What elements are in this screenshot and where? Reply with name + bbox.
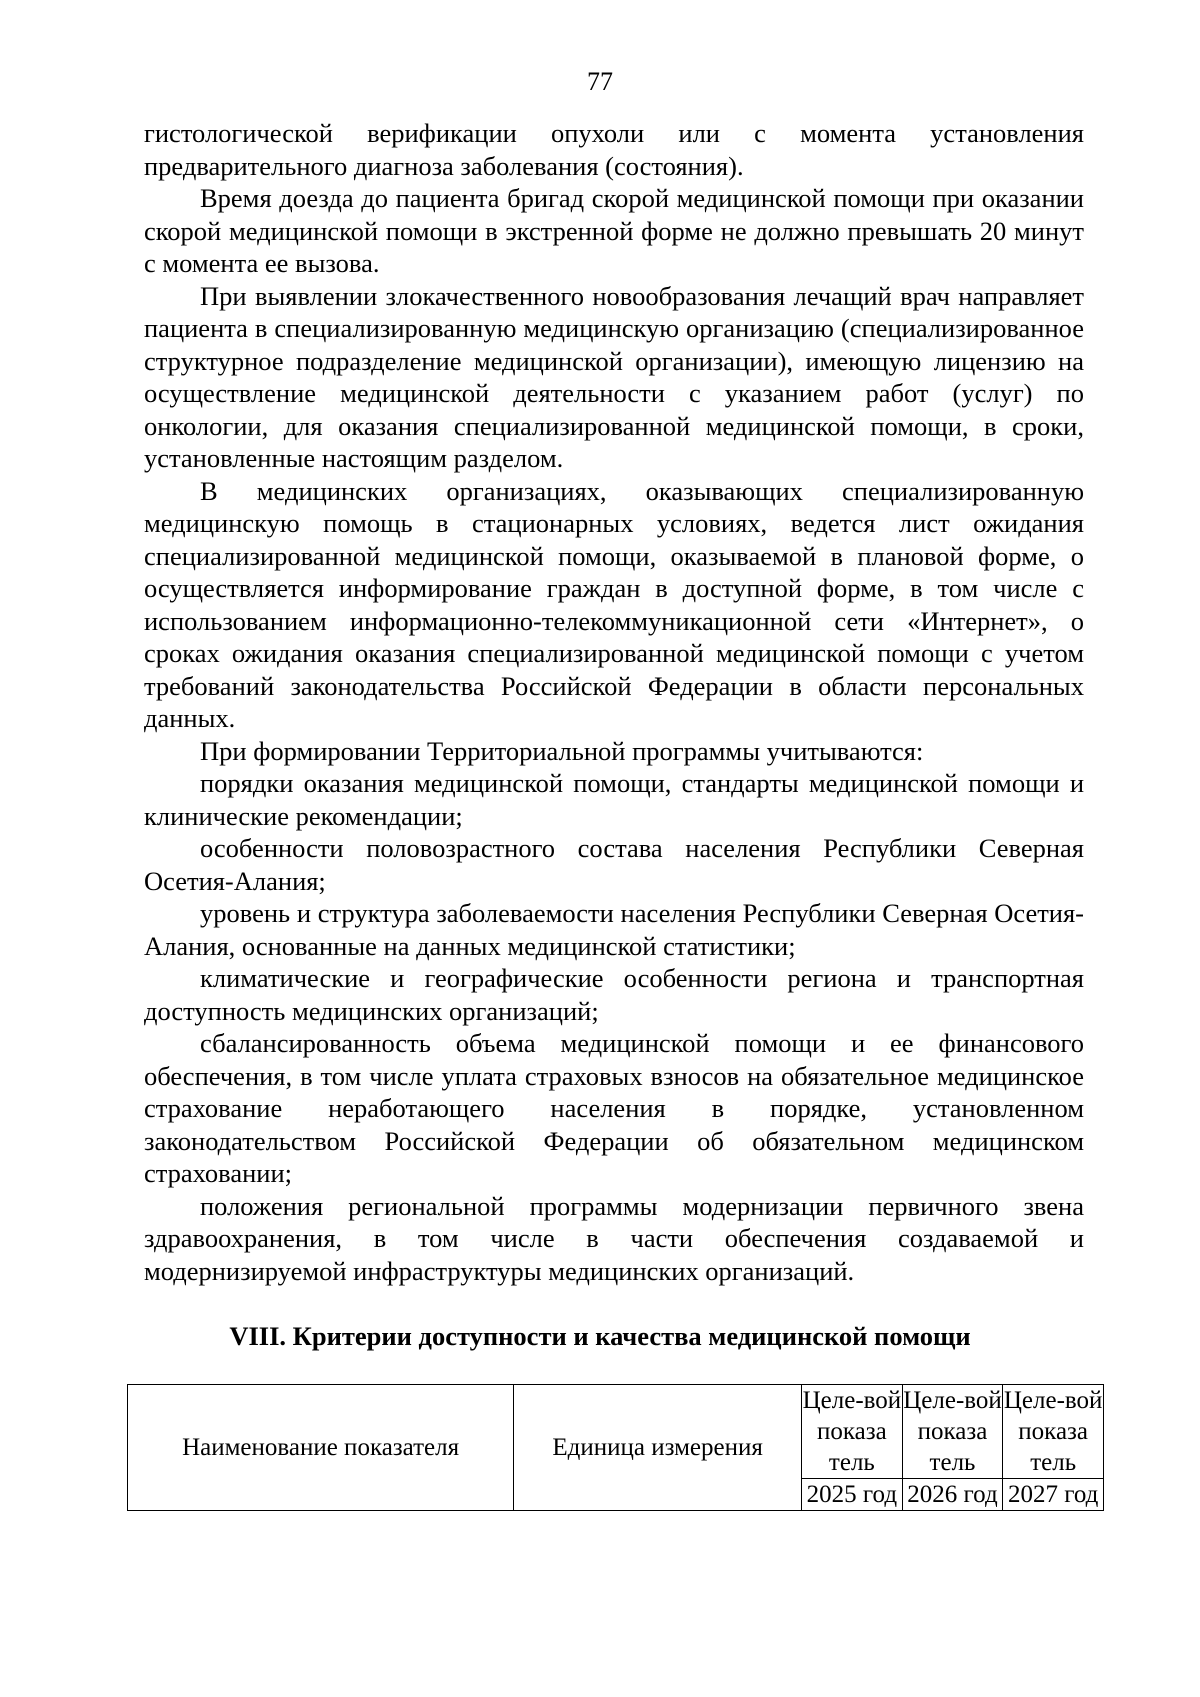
header-target-2025-label: Целе-вой показа тель <box>802 1385 903 1479</box>
list-paragraph: положения региональной программы модернизации первичного звена здравоохранения, в том числе в части обеспечения создаваемой и модернизируемой инфраструктуры медицинских организаций. <box>144 1190 1084 1286</box>
criteria-table <box>127 1384 1104 1511</box>
header-indicator-name: Наименование показателя <box>128 1385 514 1511</box>
list-paragraph: сбалансированность объема медицинской помощи и ее финансового обеспечения, в том числе уплата страховых взносов на обязательное медицинское страхование неработающего населения в порядке, установленном законодательством Российской Федерации об обязательном медицинском страховании; <box>144 1028 1084 1188</box>
paragraph: гистологической верификации опухоли или с момента установления предварительного диагноза заболевания (состояния). <box>144 118 1084 181</box>
paragraph: Время доезда до пациента бригад скорой медицинской помощи при оказании скорой медицинской помощи в экстренной форме не должно превышать 20 минут с момента ее вызова. <box>144 183 1084 278</box>
body-text <box>144 117 1084 1287</box>
section-title: VIII. Критерии доступности и качества медицинской помощи <box>229 1321 971 1351</box>
list-paragraph: особенности половозрастного состава населения Республики Северная Осетия-Алания; <box>144 833 1084 896</box>
header-unit: Единица измерения <box>514 1385 802 1511</box>
list-paragraph: порядки оказания медицинской помощи, стандарты медицинской помощи и клинические рекомендации; <box>144 768 1084 831</box>
header-target-2027-year: 2027 год <box>1003 1479 1104 1511</box>
paragraph: В медицинских организациях, оказывающих специализированную медицинскую помощь в стационарных условиях, ведется лист ожидания специализированной медицинской помощи, оказываемой в плановой форме, о осуществляется информирование граждан в доступной форме, в том числе с использованием информационно-телекоммуникационной сети «Интернет», о сроках ожидания оказания специализированной медицинской помощи с учетом требований законодательства Российской Федерации в области персональных данных. <box>144 475 1084 733</box>
header-target-2027-label: Целе-вой показа тель <box>1003 1385 1104 1479</box>
paragraph: При формировании Территориальной программы учитываются: <box>200 735 924 766</box>
header-target-2026-year: 2026 год <box>902 1479 1003 1511</box>
header-target-2025-year: 2025 год <box>802 1479 903 1511</box>
list-paragraph: климатические и географические особенности региона и транспортная доступность медицинских организаций; <box>144 963 1084 1026</box>
list-paragraph: уровень и структура заболеваемости населения Республики Северная Осетия-Алания, основанные на данных медицинской статистики; <box>144 898 1084 961</box>
header-target-2026-label: Целе-вой показа тель <box>902 1385 1003 1479</box>
table-header-row <box>128 1385 1104 1479</box>
page-number: 77 <box>587 67 613 96</box>
paragraph: При выявлении злокачественного новообразования лечащий врач направляет пациента в специализированную медицинскую организацию (специализированное структурное подразделение медицинской организации), имеющую лицензию на осуществление медицинской деятельности с указанием работ (услуг) по онкологии, для оказания специализированной медицинской помощи, в сроки, установленные настоящим разделом. <box>144 280 1084 473</box>
